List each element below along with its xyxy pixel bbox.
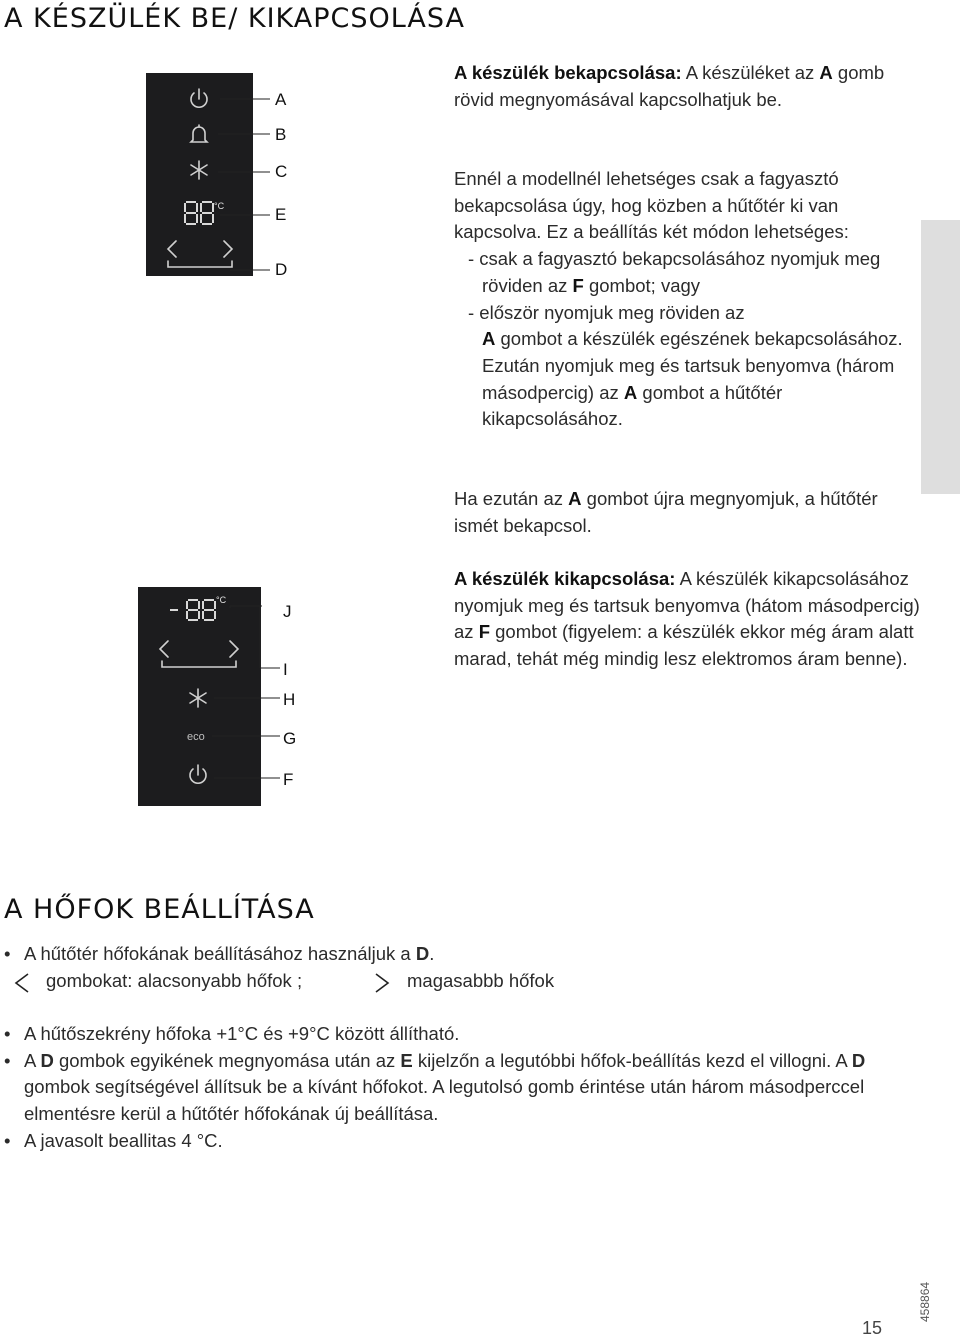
bullet-3-key-3: D (851, 1049, 866, 1071)
bullet-4 (4, 1128, 904, 1155)
bullet-2 (4, 1021, 904, 1048)
bullet-dot: • (4, 943, 11, 964)
bullet-1 (4, 941, 904, 968)
option-2 (454, 300, 924, 434)
bullet-3-key-1: D (40, 1049, 54, 1071)
label-d: D (275, 260, 288, 279)
chevron-left-icon (168, 241, 176, 257)
panel-1-leader-lines (200, 90, 272, 280)
freezer-only-intro: Ennél a modellnél lehetséges csak a fagyasztó bekapcsolása úgy, hog közben a hűtőtér ki van kapcsolva. Ez a beállítás két módon lehetséges: (454, 168, 849, 243)
bullet-3-text-a: A (24, 1049, 41, 1071)
arrows-text-2: magasabbb hőfok (407, 969, 555, 991)
power-off-key: F (478, 621, 490, 643)
side-tab (921, 220, 960, 494)
chevron-left-icon-3 (12, 972, 32, 994)
bullet-dot: • (4, 1023, 11, 1044)
freezer-only-paragraph (454, 166, 924, 433)
power-off-text-2: gombot (figyelem: a készülék ekkor még áram alatt marad, tehát még mindig lesz elektromos áram benne). (454, 621, 914, 670)
bullet-dot: • (4, 1129, 11, 1151)
option-1-text-a: - csak a fagyasztó bekapcsolásához nyomjuk meg röviden az (468, 248, 881, 296)
power-on-title: A készülék bekapcsolása: (454, 62, 682, 83)
panel-2-leader-lines (200, 600, 282, 790)
label-g: G (283, 729, 297, 748)
label-h: H (283, 690, 296, 709)
label-f: F (283, 770, 294, 789)
label-j: J (283, 602, 292, 621)
option-1-key: F (572, 274, 584, 296)
reenable-paragraph (454, 486, 924, 539)
bullet-3-text-c: kijelzőn a legutóbbi hőfok-beállítás kezd el villogni. A (412, 1049, 852, 1071)
option-1-text-b: gombot; vagy (583, 274, 701, 296)
option-2-text-c: gombot a hűtőtér kikapcsolásához. (482, 381, 783, 430)
reenable-text-2: gombot újra megnyomjuk, a hűtőtér ismét bekapcsol. (454, 488, 878, 536)
display-unit-2: °C (216, 595, 227, 605)
label-i: I (283, 660, 288, 679)
power-off-text-1: A készülék kikapcsolásához nyomjuk meg és tartsuk benyomva (hátom másodpercig) az (454, 568, 920, 643)
chevron-right-icon-3 (372, 972, 392, 994)
bullet-2-text: A hűtőszekrény hőfoka +1°C és +9°C között állítható. (24, 1023, 460, 1044)
bullet-4-text: A javasolt beallitas 4 °C. (24, 1129, 223, 1151)
power-on-text-2: gomb rövid megnyomásával kapcsolhatjuk be. (454, 62, 885, 110)
bullet-1-text-b: . (429, 943, 435, 964)
arrows-text-1: gombokat: alacsonyabb hőfok ; (46, 969, 303, 991)
section-heading-temperature: A HŐFOK BEÁLLÍTÁSA (4, 894, 315, 925)
bullet-dot: • (4, 1049, 11, 1071)
option-2-text-a: - először nyomjuk meg röviden az (468, 301, 745, 323)
chevron-left-icon-2 (160, 641, 168, 657)
document-code-text: 458864 (918, 1281, 932, 1322)
bullet-3 (4, 1048, 904, 1128)
label-a: A (275, 90, 287, 109)
option-2-text-b: gombot a készülék egészének bekapcsolásához. Ezután nyomjuk meg és tartsuk benyomva (három másodpercig) az (482, 328, 903, 403)
bullet-3-key-2: E (400, 1049, 413, 1071)
reenable-key: A (568, 488, 582, 509)
section-heading-power: A KÉSZÜLÉK BE/ KIKAPCSOLÁSA (4, 3, 466, 34)
power-off-paragraph (454, 566, 924, 673)
temperature-bullets (4, 941, 904, 995)
option-1 (454, 246, 924, 299)
label-b: B (275, 125, 287, 144)
option-2-key-2: A (623, 381, 638, 403)
power-on-text-1: A készüléket az (681, 62, 820, 83)
eco-label: eco (187, 731, 205, 743)
bullet-3-text-d: gombok segítségével állítsuk be a kívánt hőfokot. A legutolsó gomb érintése után három másodperccel elmentésre kerül a hűtőtér hőfokának új beállítása. (24, 1076, 865, 1125)
bullet-3-text-b: gombok egyikének megnyomása után az (53, 1049, 401, 1071)
label-e: E (275, 205, 287, 224)
page-number: 15 (862, 1318, 883, 1338)
power-on-paragraph (454, 60, 924, 113)
bullet-1-key: D (415, 943, 430, 964)
power-off-title: A készülék kikapcsolása: (454, 568, 676, 589)
display-unit: °C (214, 201, 225, 211)
option-2-key: A (482, 328, 496, 350)
temperature-bullets-2 (4, 1021, 904, 1155)
document-code (912, 1272, 942, 1326)
power-on-key: A (819, 62, 833, 83)
arrows-line (4, 968, 904, 995)
reenable-text-1: Ha ezután az (454, 488, 569, 509)
bullet-1-text-a: A hűtőtér hőfokának beállításához használjuk a (24, 943, 416, 964)
label-c: C (275, 162, 288, 181)
